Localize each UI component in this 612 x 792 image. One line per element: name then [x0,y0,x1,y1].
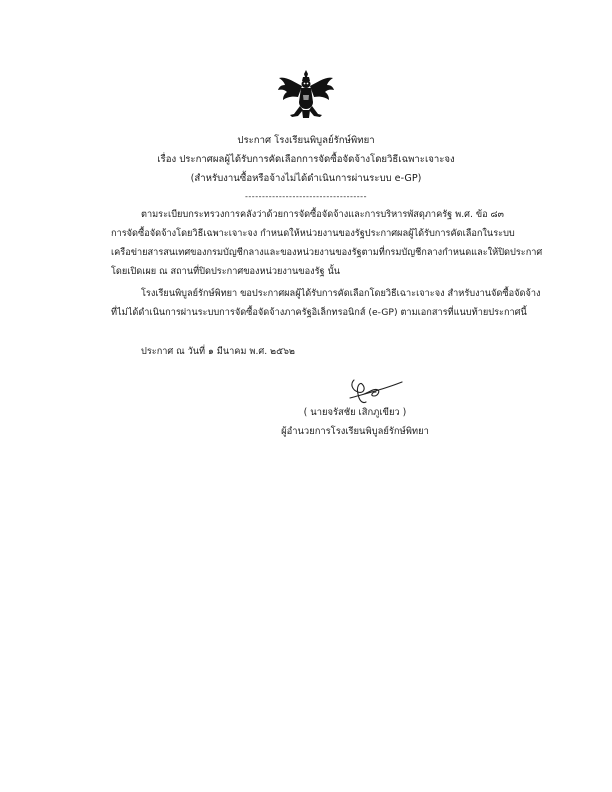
announcement-note: (สำหรับงานซื้อหรือจ้างไม่ได้ดำเนินการผ่านระบบ e-GP) [190,173,422,184]
handwritten-signature [340,374,404,408]
paragraph1-line2: การจัดซื้อจัดจ้างโดยวิธีเฉพาะเจาะจง กำหนดให้หน่วยงานของรัฐประกาศผลผู้ได้รับการคัดเลือกในระบบ [111,228,515,239]
paragraph1-line1: ตามระเบียบกระทรวงการคลังว่าด้วยการจัดซื้อจัดจ้างและการบริหารพัสดุภาครัฐ พ.ศ. ข้อ ๘๓ [141,209,504,220]
paragraph2-line1: โรงเรียนพิบูลย์รักษ์พิทยา ขอประกาศผลผู้ได้รับการคัดเลือกโดยวิธีเฉาะเจาะจง สำหรับงานจัดซื้อจัดจ้าง [141,288,541,299]
header-divider: ------------------------------------ [245,192,367,201]
announcement-subject: เรื่อง ประกาศผลผู้ได้รับการคัดเลือกการจัดซื้อจัดจ้างโดยวิธีเฉพาะเจาะจง [157,154,455,165]
signatory-position: ผู้อำนวยการโรงเรียนพิบูลย์รักษ์พิทยา [281,426,429,437]
paragraph2-line2: ที่ไม่ได้ดำเนินการผ่านระบบการจัดซื้อจัดจ้างภาครัฐอิเล็กทรอนิกส์ (e-GP) ตามเอกสารที่แนบท้ายประกาศนี้ [111,307,527,318]
garuda-emblem-icon [276,68,336,120]
signatory-name: ( นายจรัสชัย เสิกภูเขียว ) [303,407,407,418]
announcement-date: ประกาศ ณ วันที่ ๑ มีนาคม พ.ศ. ๒๕๖๒ [141,346,295,357]
paragraph1-line4: โดยเปิดเผย ณ สถานที่ปิดประกาศของหน่วยงานของรัฐ นั้น [111,266,341,277]
paragraph1-line3: เครือข่ายสารสนเทศของกรมบัญชีกลางและของหน่วยงานของรัฐตามที่กรมบัญชีกลางกำหนดและให้ปิดประกาศ [111,247,543,258]
announcement-issuer: ประกาศ โรงเรียนพิบูลย์รักษ์พิทยา [237,135,375,146]
